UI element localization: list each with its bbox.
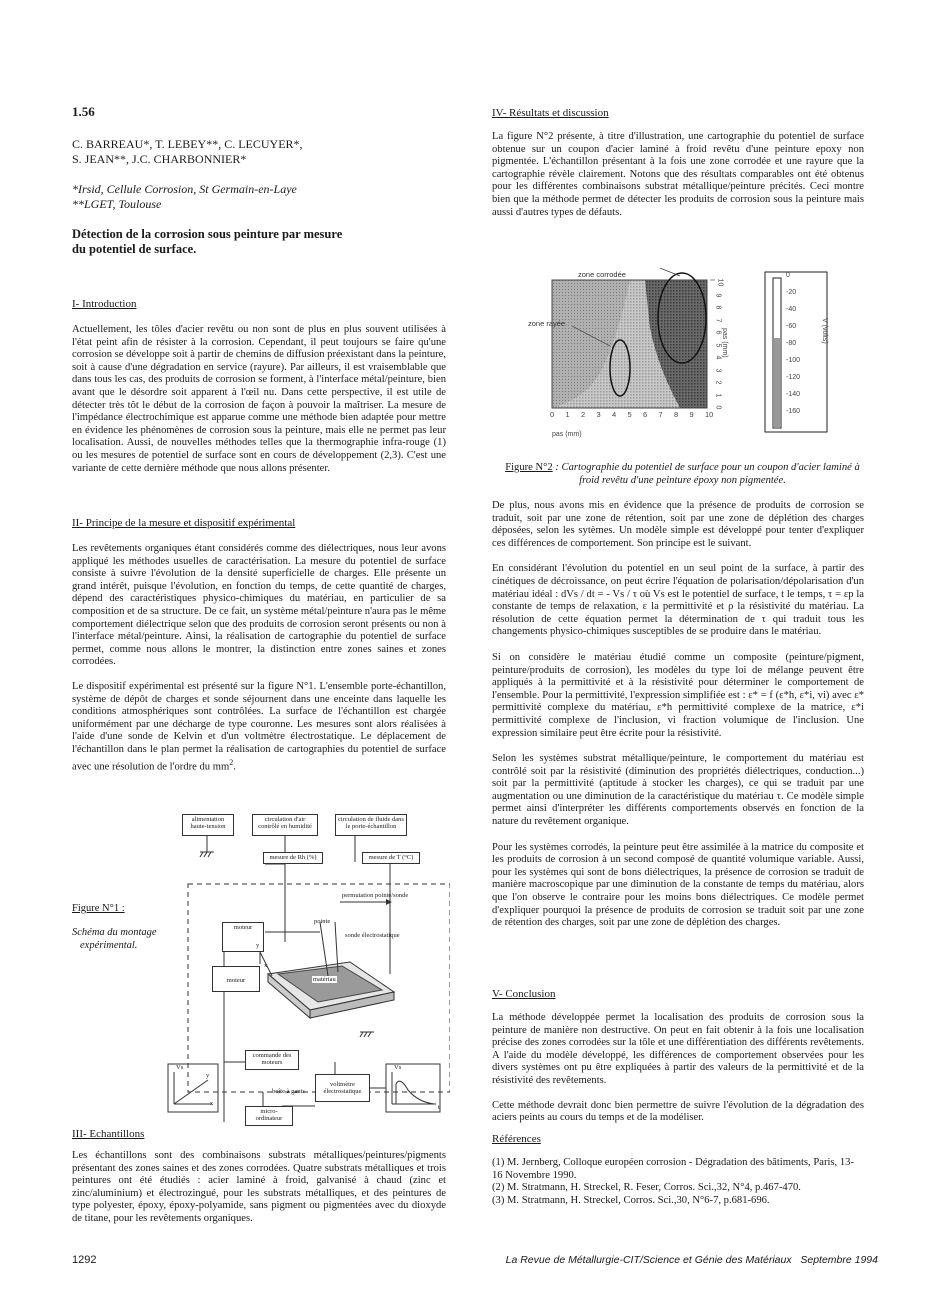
discussion-text-4: Selon les systèmes substrat métallique/peinture, le comportement du matériau est contrôlé soit par la résistivité (diminution des propriétés diélectriques, conduction...) soit par la permittivité (aptitude à stocker les charges), ce qui se traduit par une augmentation ou une diminution de la caractéristique du matériau τ. Ce modèle simple permet ainsi d'interpréter les différents comportements observés en fonction de la nature du revêtement organique. xyxy=(492,753,864,828)
figure-2-y-tick: 6 xyxy=(714,330,722,335)
label-zone-corrodee: zone corrodée xyxy=(578,270,626,279)
figure-1-caption-line-2: expérimental. xyxy=(80,940,138,951)
label-pointe: pointe xyxy=(314,918,331,925)
figure-2-caption-text: : Cartographie du potentiel de surface pour un coupon d'acier laminé à froid revêtu d'une peinture époxy non pigmentée. xyxy=(552,462,860,486)
box-voltmetre: voltmètre électrostatique xyxy=(315,1074,370,1102)
figure-2-x-tick: 7 xyxy=(658,410,663,419)
label-materiau: matériau xyxy=(313,976,336,983)
figure-2-x-tick: 8 xyxy=(674,410,679,419)
left-column xyxy=(72,104,446,257)
conclusion-text-2: Cette méthode devrait donc bien permettre de suivre l'évolution de la dégradation des aciers peints au cours du temps et de la modéliser. xyxy=(492,1099,864,1124)
page-number: 1292 xyxy=(72,1254,97,1266)
echantillons-heading: III- Echantillons xyxy=(72,1128,145,1140)
authors-line-2: S. JEAN**, J.C. CHARBONNIER* xyxy=(72,152,247,166)
box-moteur-top: moteur xyxy=(222,922,264,952)
figure-2-chart xyxy=(510,268,855,458)
title-line-2: du potentiel de surface. xyxy=(72,242,197,256)
figure-2-scale-tick: -140 xyxy=(786,391,801,398)
results-section xyxy=(492,107,864,219)
figure-2-caption xyxy=(505,462,860,487)
label-t-small: t xyxy=(438,1104,440,1111)
figure-2-x-tick: 6 xyxy=(643,410,648,419)
figure-2-scale-tick: -160 xyxy=(786,408,801,415)
reference-2: (2) M. Stratmann, H. Streckel, R. Feser, Corros. Sci.,32, N°4, p.467-470. xyxy=(492,1182,801,1194)
label-y: y xyxy=(256,942,260,949)
intro-heading: I- Introduction xyxy=(72,298,137,310)
figure-2-scale-tick: 0 xyxy=(786,272,790,279)
article-code: 1.56 xyxy=(72,104,95,119)
figure-2-x-tick: 2 xyxy=(581,410,586,419)
principe-heading: II- Principe de la mesure et dispositif expérimental xyxy=(72,517,296,529)
discussion-text-3: Si on considère le matériau étudié comme un composite (peinture/pigment, peinture/produits de corrosion), les modèles du type loi de mélange peuvent être appliqués à la permittivité et à la résistivité pour déterminer le comportement de l'ensemble. Pour la permittivité, l'expression simplifiée est : ε* = f (ε*h, ε*i, vi) avec ε* permittivité complexe du matériau, ε*h permittivité complexe de la matrice, ε*i permittivité complexe de l'inclusion, vi fraction volumique de l'inclusion. Une expression similaire peut être écrite pour la résistivité. xyxy=(492,651,864,739)
label-permutation: permutation pointe/sonde xyxy=(342,892,409,899)
figure-2-scale-tick: -100 xyxy=(786,357,801,364)
figure-2-xlabel: pas (mm) xyxy=(552,431,582,438)
authors-line-1: C. BARREAU*, T. LEBEY**, C. LECUYER*, xyxy=(72,137,303,151)
principe-text-2 xyxy=(72,681,446,774)
references-heading: Références xyxy=(492,1133,541,1145)
figure-2-x-tick: 10 xyxy=(705,410,714,419)
box-circulation-air: circulation d'air contrôlé en humidité xyxy=(252,814,318,836)
references-section xyxy=(492,1133,864,1207)
figure-2-y-tick: 9 xyxy=(714,293,722,297)
figure-2-x-tick: 5 xyxy=(627,410,632,419)
title-line-1: Détection de la corrosion sous peinture par mesure xyxy=(72,227,343,241)
results-heading: IV- Résultats et discussion xyxy=(492,107,609,119)
label-y-small: y xyxy=(206,1072,210,1079)
figure-2-y-tick: 7 xyxy=(714,318,722,322)
principe-text-2-body: Le dispositif expérimental est présenté sur la figure N°1. L'ensemble porte-échantillon, système de dépôt de charges et sonde séjournent dans une enceinte dans laquelle les conditions atmosphériques sont contrôlées. La surface de l'échantillon est chargée uniformément par une décharge de type couronne. Les mesures sont alors réalisées à l'aide d'une sonde de Kelvin et d'un voltmètre électrostatique. Le déplacement de l'échantillon dans le plan permet la réalisation de cartographies du potentiel de surface avec une résolution de l'ordre du mm xyxy=(72,680,446,773)
figure-2-ylabel: pas (mm) xyxy=(721,328,728,358)
label-boite: boîte à gants xyxy=(272,1088,305,1095)
label-x: x xyxy=(264,962,268,969)
figure-2-y-tick: 4 xyxy=(714,355,722,360)
journal-footer: La Revue de Métallurgie-CIT/Science et Génie des Matériaux Septembre 1994 xyxy=(505,1254,878,1266)
figure-2-scale-tick: -60 xyxy=(786,323,797,330)
discussion-body xyxy=(492,500,864,930)
affiliation-2: **LGET, Toulouse xyxy=(72,197,162,211)
label-vs-left: Vs xyxy=(176,1064,184,1071)
figure-2-y-tick: 5 xyxy=(714,343,722,347)
box-commande: commande des moteurs xyxy=(245,1050,299,1070)
label-zone-rayee: zone rayée xyxy=(528,319,566,328)
introduction-section xyxy=(72,298,446,475)
figure-1-caption-line-1: Schéma du montage xyxy=(72,927,157,938)
figure-2-y-tick: 8 xyxy=(714,305,722,310)
label-sonde: sonde électrostatique xyxy=(345,932,400,939)
discussion-text-1: De plus, nous avons mis en évidence que la présence de produits de corrosion se traduit, soit par une zone de rétention, soit par une zone de déplétion des charges déposées, selon les sytèmes. Un modèle simple est développé pour tenter d'expliquer ces différences de comportement. Son principe est le suivant. xyxy=(492,500,864,549)
discussion-text-2: En considérant l'évolution du potentiel en un seul point de la surface, à partir des cinétiques de décroissance, on peut écrire l'équation de polarisation/dépolarisation d'un matériau idéal : dVs / dt = - Vs / τ où Vs est le potentiel de surface, t le temps, τ = εp la constante de temps de relaxation, ε la permittivité et ρ la résistivité du matériau. La résolution de cette équation permet la détermination de τ qui traduit tous les changements physico-chimiques susceptibles de se produire dans le matériau. xyxy=(492,563,864,638)
box-mesure-t: mesure de T (°C) xyxy=(362,852,420,864)
figure-2-x-tick: 3 xyxy=(596,410,601,419)
authors xyxy=(72,137,446,167)
principe-text-1: Les revêtements organiques étant considérés comme des diélectriques, nous leur avons appliqué les méthodes usuelles de caractérisation. La mesure du potentiel de surface consiste à suivre l'évolution de la densité superficielle de charges. Elle présente un grand intérêt, puisque l'évolution, en fonction du temps, de cette quantité de charges, dépend des caractéristiques physico-chimiques du matériau, en particulier de sa composition et de sa structure. De ce fait, un système métal/peinture n'aura pas le même comportement diélectrique selon que des produits de corrosion seront présents ou non à l'interface métal/peinture. Ainsi, la réalisation de cartographie du potentiel de surface permet, comme nous allons le montrer, la distinction entre zones saines et zones corrodées. xyxy=(72,543,446,668)
label-x-small: x xyxy=(210,1100,214,1107)
figure-2-y-tick: 0 xyxy=(714,405,722,410)
box-mesure-rh: mesure de Rh (%) xyxy=(263,852,323,864)
figure-2-label: Figure N°2 xyxy=(505,462,553,473)
intro-text: Actuellement, les tôles d'acier revêtu ou non sont de plus en plus souvent utilisées à l'état peint afin de résister à la corrosion. Cependant, il peut toujours se faire qu'une corrosion se développe soit à partir de chemins de diffusion préexistant dans la peinture, soit à cause d'une dégradation en service (rayure). Par ailleurs, il est vraisemblable que dans tous les cas, des produits de corrosion se forment, à l'interface métal/peinture, bien avant que le désordre soit apparent à l'œil nu. Dans cette perspective, il est utile de détecter très tôt le début de la corrosion de façon à pouvoir la maîtriser. La mesure de l'impédance électrochimique est apparue comme une méthode bien adaptée pour mettre en évidence les phénomènes de corrosion sous la peinture, mais elle ne permet pas leur localisation. Aussi, de nouvelles méthodes telles que la thermographie infra-rouge (1) ou les mesures de potentiel de surface sont en cours de développement (2,3). C'est une variante de cette dernière méthode que nous allons présenter. xyxy=(72,324,447,474)
figure-2-x-tick: 4 xyxy=(612,410,617,419)
results-text: La figure N°2 présente, à titre d'illustration, une cartographie du potentiel de surface obtenue sur un coupon d'acier laminé à froid revêtu d'une peinture epoxy non pigmentée. L'échantillon présentant à la fois une zone corrodée et une rayure que la cartographie révèle clairement. Notons que des résultats comparables ont été obtenus pour les différentes combinaisons substrat métallique/peinture précités. Ceci montre bien que la méthode permet de détecter les produits de corrosion sous la peinture mais aussi d'autres types de défauts. xyxy=(492,131,864,218)
conclusion-text-1: La méthode développée permet la localisation des produits de corrosion sous la peinture de manière non destructive. On peut en fait obtenir à la fois une localisation précise des zones corrodées sur la tôle et une différentiation des différents revêtements. A l'aide du modèle développé, les différences de comportement observées pour les divers systèmes ont pu être expliquées à partir des valeurs de la permittivité et de la résistivité des revêtements. xyxy=(492,1012,864,1086)
figure-2-scale-tick: -20 xyxy=(786,289,797,296)
figure-2-scale-tick: -120 xyxy=(786,374,801,381)
figure-2-scale-tick: -40 xyxy=(786,306,797,313)
echantillons-section xyxy=(72,1128,446,1226)
conclusion-heading: V- Conclusion xyxy=(492,988,556,1000)
article-title xyxy=(72,227,446,257)
echantillons-text: Les échantillons sont des combinaisons substrats métalliques/peintures/pigments présentant des zones saines et des zones corrodées. Quatre substrats métalliques et trois peintures ont été étudiés : acier laminé à froid, galvanisé à chaud (zinc et zinc/aluminium) et électrozingué, pour les substrats métalliques, et des peintures de type polyester, époxy, époxy-polyamide, sans pigment ou pigmentées avec du dioxyde de titane, pour les revêtements organiques. xyxy=(72,1150,446,1224)
discussion-text-5: Pour les systèmes corrodés, la peinture peut être assimilée à la matrice du composite et les produits de corrosion à un second composé de quantité volumique variable. Aussi, pour les systèmes qui sont de bons diélectriques, la présence de corrosion se traduit de manière macroscopique par une diminution de la constante de temps du matériau, alors que l'on observe le contraire pour les moins bons diélectriques. Ce modèle permet d'expliquer pourquoi la présence de produits de corrosion se traduit soit par une zone de rétention des charges, soit par une zone de déplétion des charges. xyxy=(492,841,864,929)
reference-3: (3) M. Stratmann, H. Streckel, Corros. Sci.,30, N°6-7, p.681-696. xyxy=(492,1194,770,1206)
affiliations xyxy=(72,182,446,212)
box-alimentation: alimentation haute-tension xyxy=(182,814,234,836)
figure-2-y-tick: 1 xyxy=(714,393,722,397)
box-moteur-left: moteur xyxy=(212,966,260,992)
figure-2-x-tick: 0 xyxy=(550,410,555,419)
conclusion-section xyxy=(492,988,864,1125)
figure-2-y-tick: 3 xyxy=(714,368,722,372)
figure-2-y-tick: 2 xyxy=(714,380,722,385)
box-micro: micro-ordinateur xyxy=(245,1106,293,1126)
label-vs-right: Vs xyxy=(394,1064,402,1071)
superscript-2: 2 xyxy=(229,757,234,767)
figure-2-scale-label: V (volts) xyxy=(821,318,828,344)
reference-1: (1) M. Jernberg, Colloque européen corrosion - Dégradation des bâtiments, Paris, 13-16 Novembre 1990. xyxy=(492,1157,854,1181)
figure-1-label: Figure N°1 : xyxy=(72,903,125,914)
figure-2-x-tick: 9 xyxy=(689,410,694,419)
figure-2 xyxy=(510,268,855,458)
box-circulation-fluide: circulation de fluide dans le porte-échantillon xyxy=(335,814,407,836)
figure-1-caption xyxy=(72,902,172,952)
figure-2-y-tick: 10 xyxy=(716,278,724,287)
figure-1-diagram xyxy=(160,804,450,1126)
affiliation-1: *Irsid, Cellule Corrosion, St Germain-en-Laye xyxy=(72,182,297,196)
principe-text-2-end: . xyxy=(233,761,236,773)
figure-2-x-tick: 1 xyxy=(565,410,570,419)
principe-section xyxy=(72,517,446,774)
figure-2-scale-tick: -80 xyxy=(786,340,797,347)
